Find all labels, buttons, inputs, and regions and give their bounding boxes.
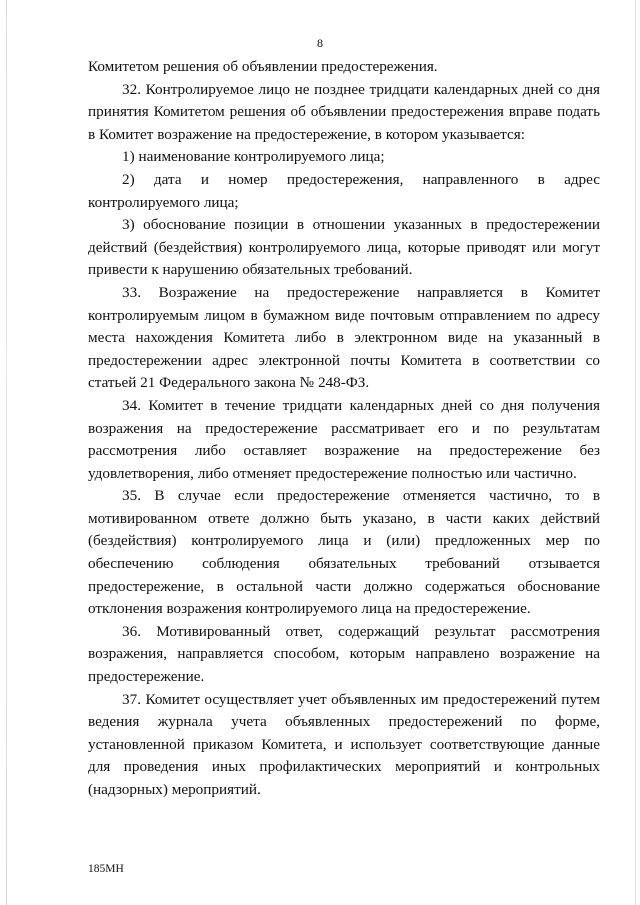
scan-edge-right: [635, 0, 636, 905]
list-item-2: 2) дата и номер предостережения, направленного в адрес контролируемого лица;: [88, 170, 600, 211]
page-number: 8: [317, 36, 323, 50]
scan-edge-left: [6, 0, 7, 905]
paragraph-37: 37. Комитет осуществляет учет объявленных им предостережений путем ведения журнала учета объявленных предостережений по форме, установленной приказом Комитета, и использует соответствующие данные для проведения иных профилактических мероприятий и контрольных (надзорных) мероприятий.: [88, 690, 600, 798]
list-item-3: 3) обоснование позиции в отношении указанных в предостережении действий (бездействия) контролируемого лица, которые приводят или могут привести к нарушению обязательных требований.: [88, 216, 600, 279]
list-item-1: 1) наименование контролируемого лица;: [122, 148, 385, 166]
document-code: 185МН: [88, 863, 124, 875]
document-body: [88, 56, 600, 802]
paragraph-34: 34. Комитет в течение тридцати календарных дней со дня получения возражения на предостережение рассматривает его и по результатам рассмотрения либо оставляет возражение на предостережение без удовлетворения, либо отменяет предостережение полностью или частично.: [88, 396, 600, 482]
paragraph-36: 36. Мотивированный ответ, содержащий результат рассмотрения возражения, направляется способом, которым направлено возражение на предостережение.: [88, 622, 600, 686]
paragraph-continuation: Комитетом решения об объявлении предостережения.: [88, 58, 438, 75]
paragraph-33: 33. Возражение на предостережение направляется в Комитет контролируемым лицом в бумажном виде почтовым отправлением по адресу места нахождения Комитета либо в электронном виде на указанный в предостережении адрес электронной почты Комитета в соответствии со статьей 21 Федерального закона № 248-ФЗ.: [88, 283, 600, 392]
paragraph-35: 35. В случае если предостережение отменяется частично, то в мотивированном ответе должно быть указано, в части каких действий (бездействия) контролируемого лица и (или) предложенных мер по обеспечению соблюдения обязательных требований отзывается предостережение, в остальной части должно содержаться обоснование отклонения возражения контролируемого лица на предостережение.: [88, 487, 600, 618]
paragraph-32: 32. Контролируемое лицо не позднее тридцати календарных дней со дня принятия Комитетом решения об объявлении предостережения вправе подать в Комитет возражение на предостережение, в котором указывается:: [88, 80, 600, 143]
